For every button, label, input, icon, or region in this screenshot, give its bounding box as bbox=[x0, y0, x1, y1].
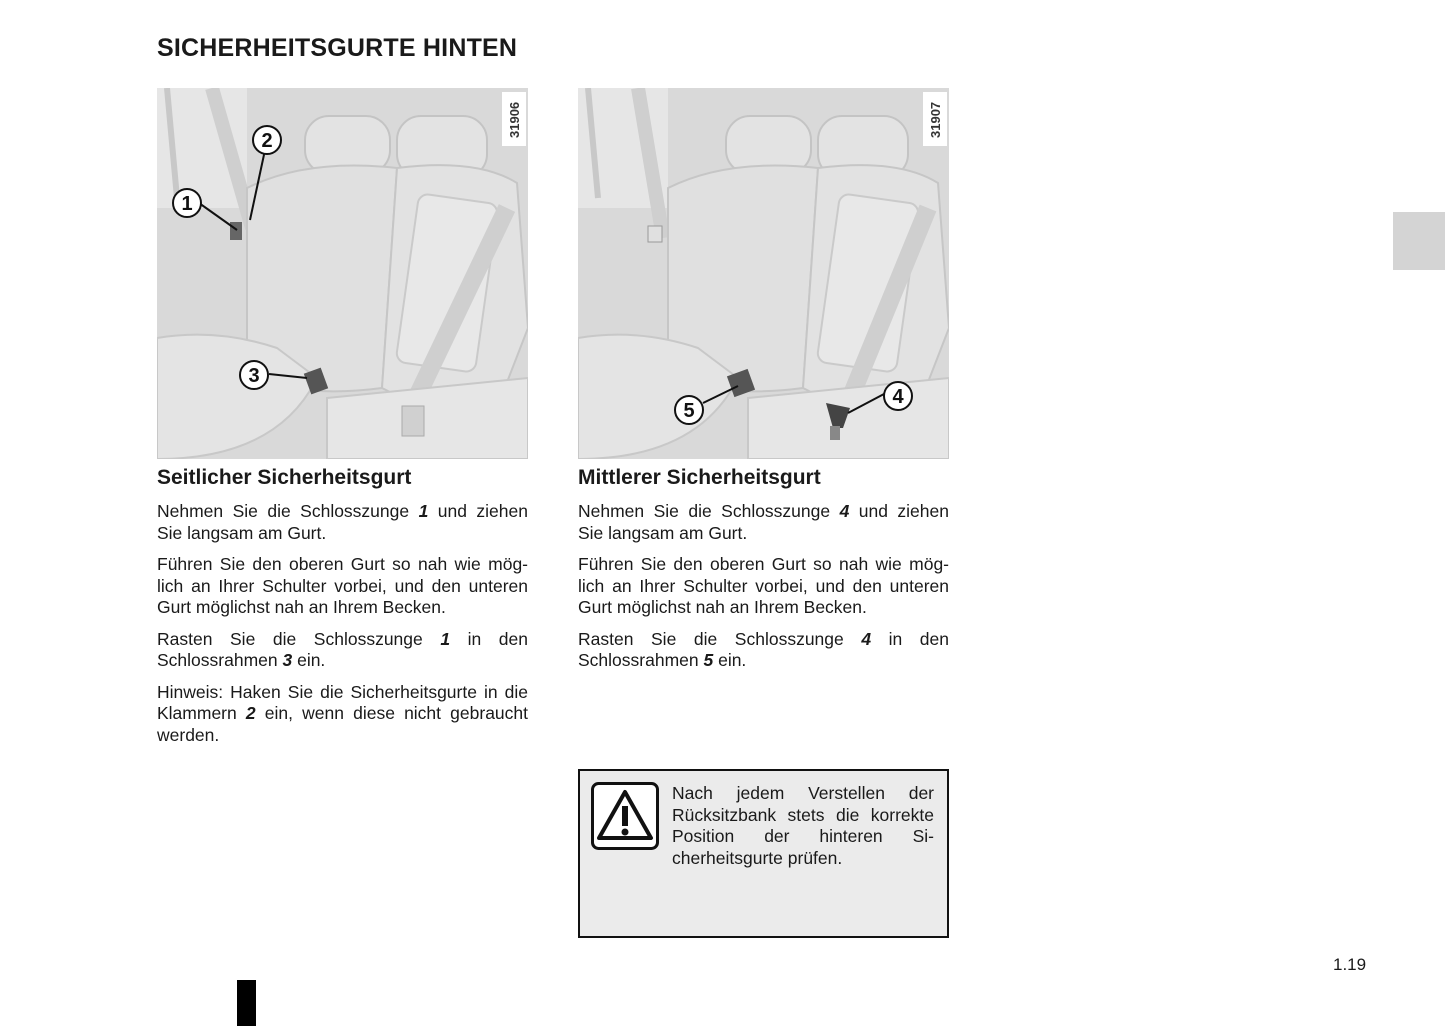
center-belt-section bbox=[578, 463, 949, 682]
side-belt-section bbox=[157, 463, 528, 756]
figure-code: 31907 bbox=[928, 101, 943, 138]
svg-text:5: 5 bbox=[683, 400, 695, 422]
callout-2 bbox=[253, 126, 281, 154]
svg-text:4: 4 bbox=[892, 386, 904, 408]
paragraph: Führen Sie den oberen Gurt so nah wie möglich an Ihrer Schulter vorbei, und den unteren Gurt möglichst nah an Ihrem Becken. bbox=[157, 554, 528, 617]
page-title: SICHERHEITSGURTE HINTEN bbox=[157, 34, 518, 62]
section-heading: Mittlerer Sicherheitsgurt bbox=[578, 466, 821, 489]
warning-triangle-icon bbox=[591, 782, 659, 855]
warning-text: Nach jedem Verstellen der Rücksitzbank stets die korrekte Position der hinteren Sicherheitsgurte prüfen. bbox=[672, 783, 934, 868]
svg-text:3: 3 bbox=[248, 365, 260, 387]
paragraph: Rasten Sie die Schlosszunge 1 in den Schlossrahmen 3 ein. bbox=[157, 628, 528, 670]
callout-5 bbox=[675, 396, 703, 424]
svg-text:1: 1 bbox=[181, 193, 193, 215]
page-number: 1.19 bbox=[1333, 955, 1367, 974]
section-heading: Seitlicher Sicherheitsgurt bbox=[157, 466, 412, 489]
paragraph: Hinweis: Haken Sie die Sicherheitsgurte in die Klammern 2 ein, wenn diese nicht gebraucht werden. bbox=[157, 681, 529, 745]
seat-illustration-center-belt bbox=[578, 88, 949, 459]
seat-illustration-side-belt bbox=[157, 88, 528, 459]
warning-box bbox=[578, 769, 949, 938]
paragraph: Nehmen Sie die Schlosszunge 1 und ziehen Sie langsam am Gurt. bbox=[157, 501, 528, 543]
figure-code: 31906 bbox=[507, 101, 522, 138]
chapter-thumb-tab bbox=[1393, 212, 1445, 270]
callout-3 bbox=[240, 361, 268, 389]
crop-mark bbox=[237, 980, 256, 1026]
svg-text:2: 2 bbox=[261, 130, 273, 152]
callout-1 bbox=[173, 189, 201, 217]
callout-4 bbox=[884, 382, 912, 410]
paragraph: Führen Sie den oberen Gurt so nah wie möglich an Ihrer Schulter vorbei, und den unteren Gurt möglichst nah an Ihrem Becken. bbox=[578, 554, 949, 617]
paragraph: Nehmen Sie die Schlosszunge 4 und ziehen Sie langsam am Gurt. bbox=[578, 501, 949, 543]
paragraph: Rasten Sie die Schlosszunge 4 in den Schlossrahmen 5 ein. bbox=[578, 628, 949, 670]
